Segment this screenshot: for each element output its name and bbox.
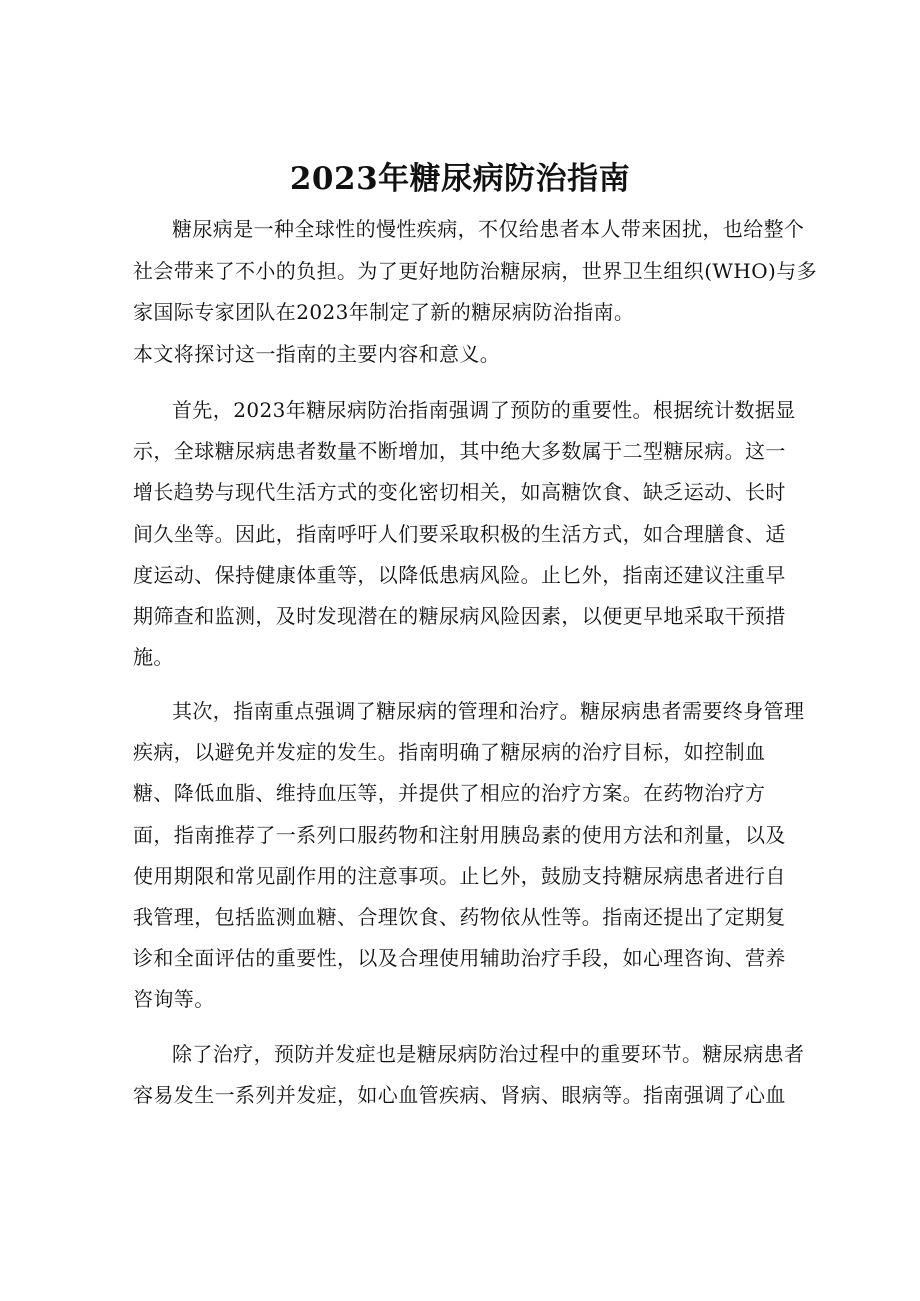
paragraph-2-line-5: 度运动、保持健康体重等，以降低患病风险。止匕外，指南还建议注重早 bbox=[133, 563, 786, 587]
paragraph-3-line-3: 糖、降低血脂、维持血压等，并提供了相应的治疗方案。在药物治疗方 bbox=[133, 781, 766, 805]
paragraph-3-line-2: 疾病，以避免并发症的发生。指南明确了糖尿病的治疗目标，如控制血 bbox=[133, 740, 766, 764]
paragraph-4-line-2: 容易发生一系列并发症，如心血管疾病、肾病、眼病等。指南强调了心血 bbox=[133, 1083, 786, 1107]
paragraph-1-line-1: 糖尿病是一种全球性的慢性疾病，不仅给患者本人带来困扰，也给整个 bbox=[172, 217, 805, 241]
paragraph-3-line-4: 面，指南推荐了一系列口服药物和注射用胰岛素的使用方法和剂量，以及 bbox=[133, 823, 786, 847]
paragraph-3-line-5: 使用期限和常见副作用的注意事项。止匕外，鼓励支持糖尿病患者进行自 bbox=[133, 864, 786, 888]
paragraph-3-line-7: 诊和全面评估的重要性，以及合理使用辅助治疗手段，如心理咨询、营养 bbox=[133, 946, 786, 970]
paragraph-2-line-7: 施。 bbox=[133, 645, 174, 669]
paragraph-2-line-4: 间久坐等。因此，指南呼吁人们要采取积极的生活方式，如合理膳食、适 bbox=[133, 522, 786, 546]
paragraph-1-line-3: 家国际专家团队在2023年制定了新的糖尿病防治指南。 bbox=[133, 300, 635, 324]
paragraph-3-line-8: 咨询等。 bbox=[133, 987, 215, 1011]
paragraph-2-line-2: 示，全球糖尿病患者数量不断增加，其中绝大多数属于二型糖尿病。这一 bbox=[133, 439, 786, 463]
paragraph-1-line-4: 本文将探讨这一指南的主要内容和意义。 bbox=[133, 342, 501, 366]
paragraph-4-line-1: 除了治疗，预防并发症也是糖尿病防治过程中的重要环节。糖尿病患者 bbox=[172, 1042, 805, 1066]
paragraph-1-line-2: 社会带来了不小的负担。为了更好地防治糖尿病，世界卫生组织(WHO)与多 bbox=[133, 259, 817, 283]
paragraph-3-line-6: 我管理，包括监测血糖、合理饮食、药物依从性等。指南还提出了定期复 bbox=[133, 905, 786, 929]
paragraph-2-line-6: 期筛查和监测，及时发现潜在的糖尿病风险因素，以便更早地采取干预措 bbox=[133, 604, 786, 628]
paragraph-2-line-1: 首先，2023年糖尿病防治指南强调了预防的重要性。根据统计数据显 bbox=[172, 398, 796, 422]
paragraph-3-line-1: 其次，指南重点强调了糖尿病的管理和治疗。糖尿病患者需要终身管理 bbox=[172, 699, 805, 723]
paragraph-2-line-3: 增长趋势与现代生活方式的变化密切相关，如高糖饮食、缺乏运动、长时 bbox=[133, 480, 786, 504]
document-title: 2023年糖尿病防治指南 bbox=[289, 161, 631, 197]
